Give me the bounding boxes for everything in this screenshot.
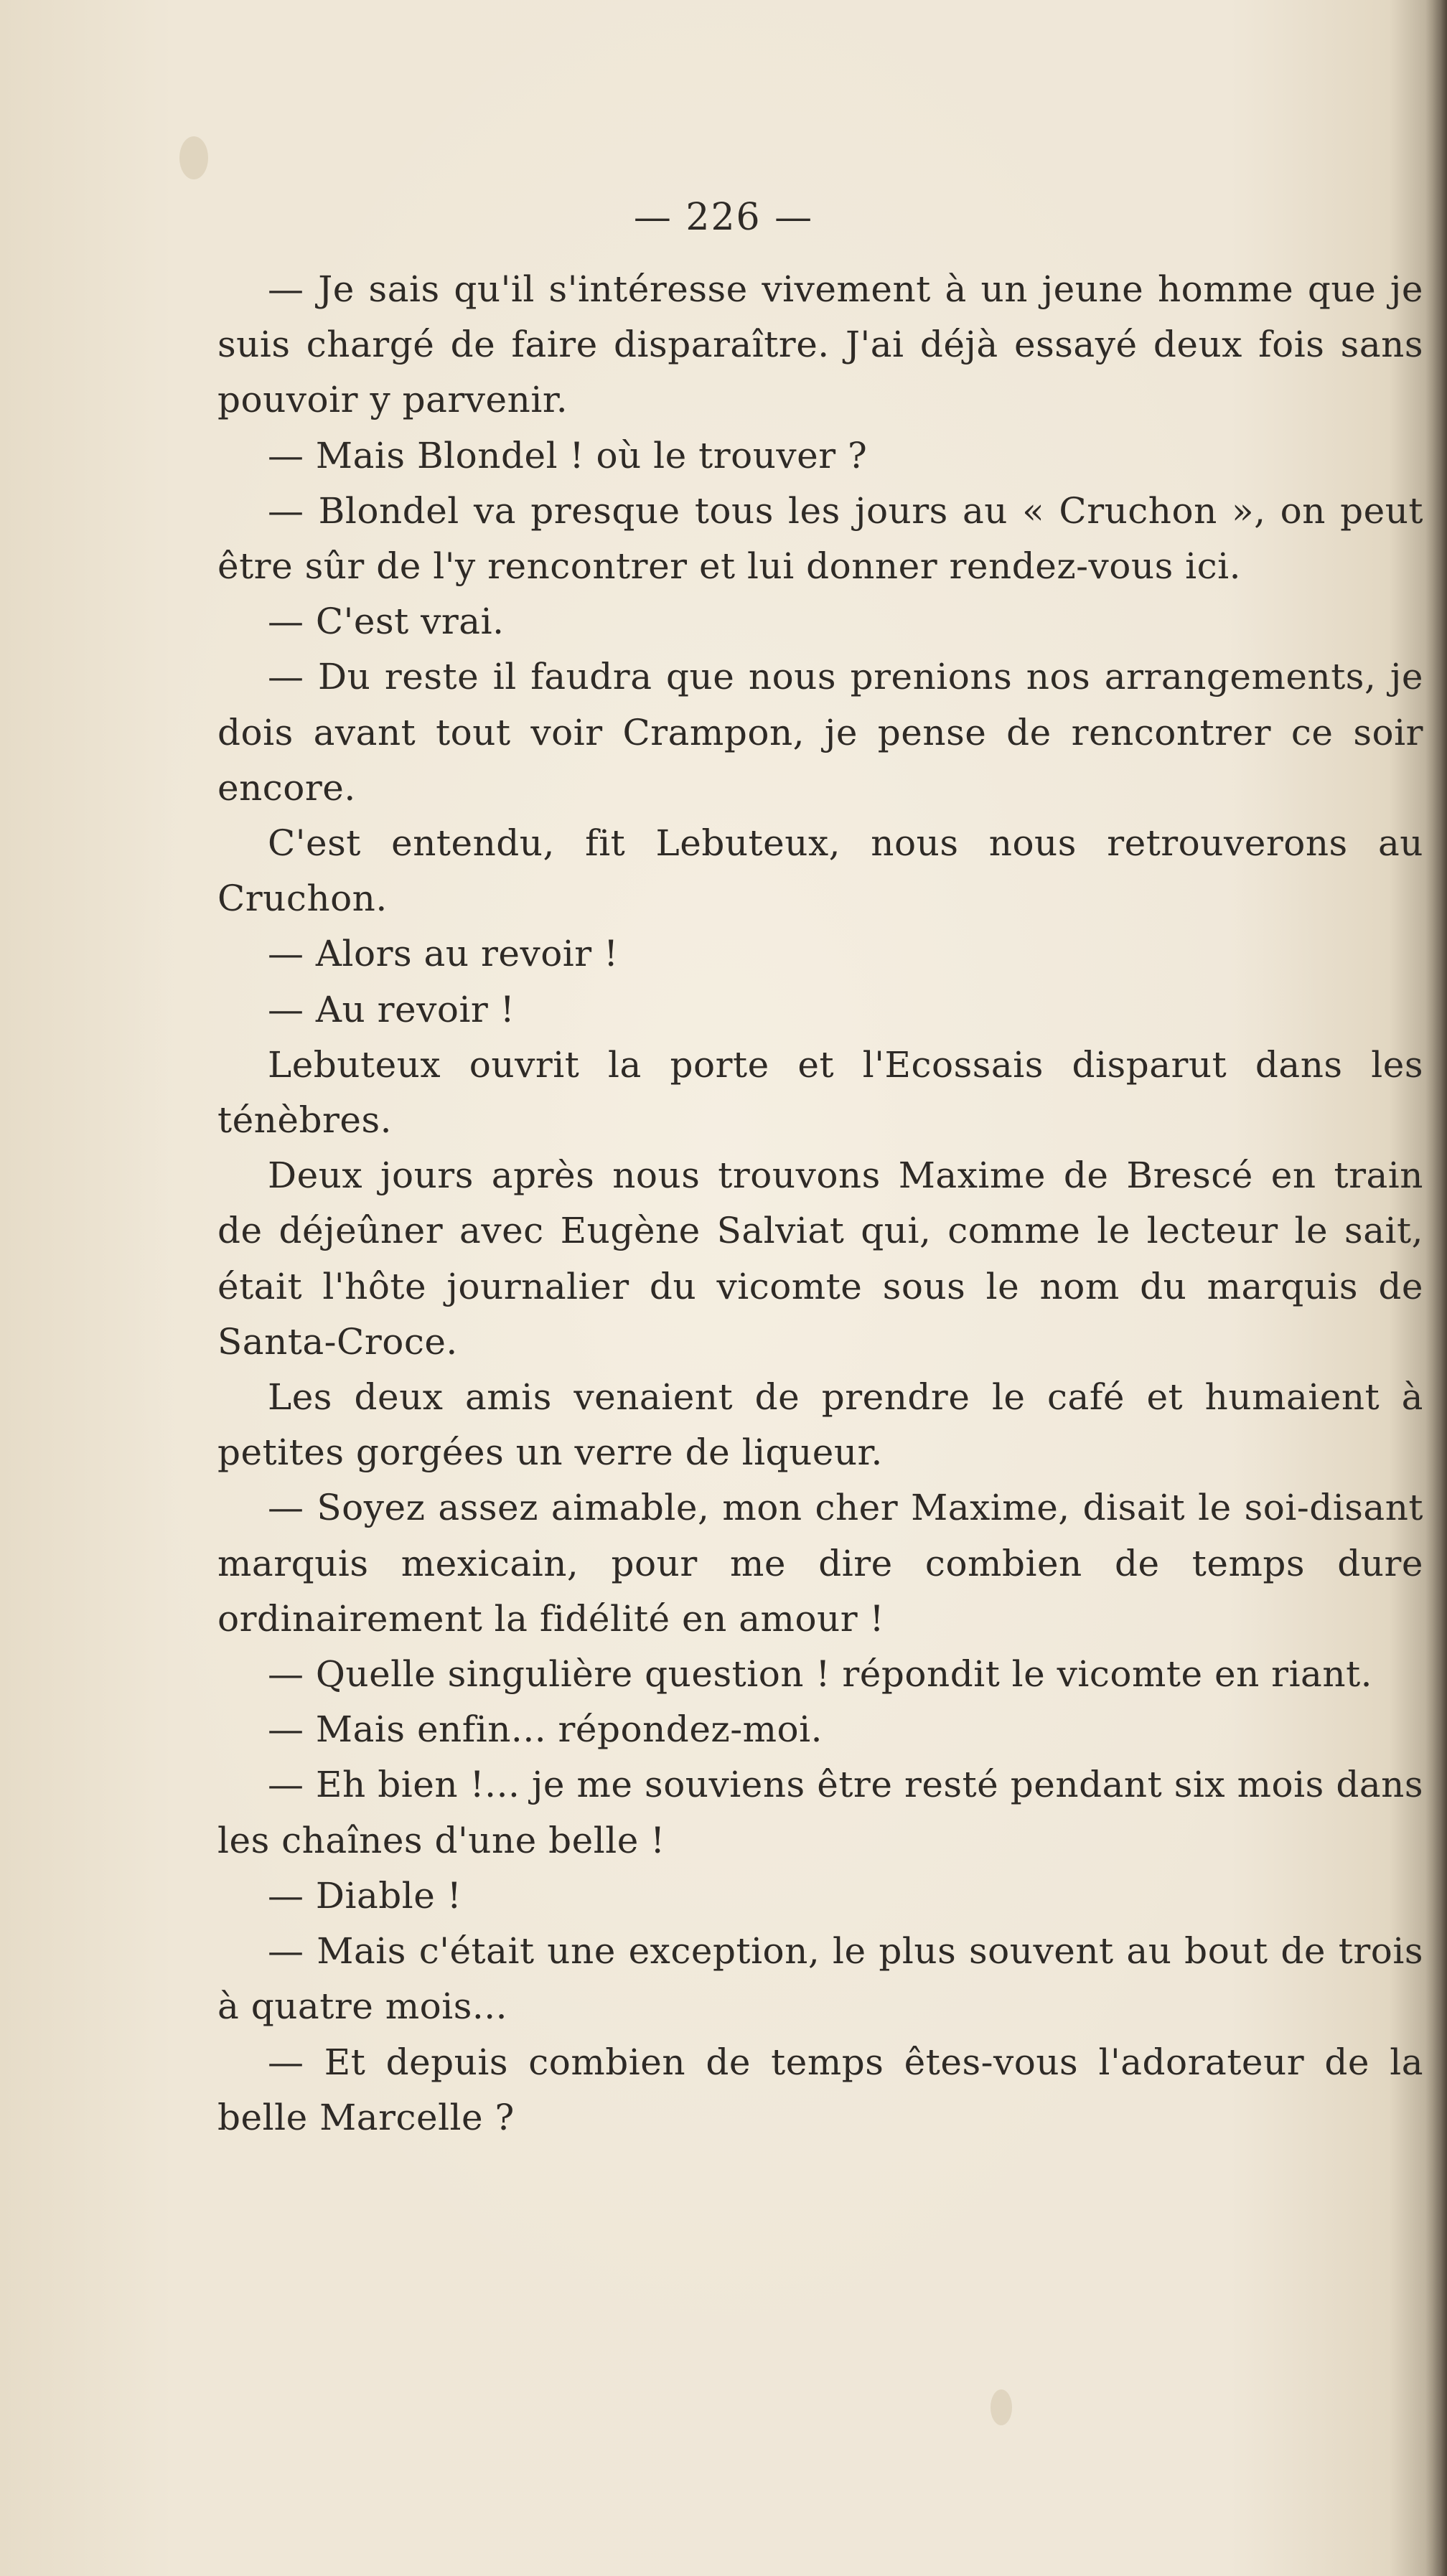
- paragraph: — Et depuis combien de temps êtes-vous l'adorateur de la belle Marcelle ?: [217, 2041, 1423, 2138]
- paper-stain: [991, 2389, 1012, 2425]
- paragraph: Deux jours après nous trouvons Maxime de Brescé en train de déjeûner avec Eugène Salviat qui, comme le lecteur le sait, était l'hôte journalier du vicomte sous le nom du marquis de Santa-Croce.: [217, 1155, 1423, 1363]
- page-number: — 226 —: [633, 196, 814, 239]
- paragraph: Les deux amis venaient de prendre le café et humaient à petites gorgées un verre de liqueur.: [217, 1376, 1423, 1474]
- paragraph: — Eh bien !... je me souviens être resté pendant six mois dans les chaînes d'une belle !: [217, 1764, 1423, 1861]
- paragraph: Lebuteux ouvrit la porte et l'Ecossais disparut dans les ténèbres.: [217, 1043, 1423, 1142]
- paper-stain: [179, 136, 208, 179]
- paragraph: — C'est vrai.: [268, 601, 505, 643]
- paragraph: — Du reste il faudra que nous prenions nos arrangements, je dois avant tout voir Crampon, je pense de rencontrer ce soir encore.: [217, 656, 1423, 809]
- page-edge-shadow: [1425, 0, 1447, 2576]
- paragraph: — Mais enfin... répondez-moi.: [268, 1708, 823, 1751]
- paragraph: — Mais c'était une exception, le plus souvent au bout de trois à quatre mois...: [217, 1930, 1423, 2028]
- paragraph: — Alors au revoir !: [268, 933, 619, 975]
- paragraph: — Je sais qu'il s'intéresse vivement à un jeune homme que je suis chargé de faire disparaître. J'ai déjà essayé deux fois sans pouvoir y parvenir.: [217, 268, 1423, 421]
- paragraph: — Au revoir !: [268, 988, 515, 1030]
- paragraph: — Mais Blondel ! où le trouver ?: [268, 434, 868, 476]
- body-text: [217, 262, 1423, 2145]
- paragraph: — Soyez assez aimable, mon cher Maxime, disait le soi-disant marquis mexicain, pour me dire combien de temps dure ordinairement la fidélité en amour !: [217, 1487, 1423, 1640]
- paragraph: — Quelle singulière question ! répondit le vicomte en riant.: [268, 1653, 1373, 1696]
- paragraph: C'est entendu, fit Lebuteux, nous nous retrouverons au Cruchon.: [217, 822, 1423, 920]
- paragraph: — Diable !: [268, 1874, 462, 1917]
- paragraph: — Blondel va presque tous les jours au « Cruchon », on peut être sûr de l'y rencontrer et lui donner rendez-vous ici.: [217, 489, 1423, 588]
